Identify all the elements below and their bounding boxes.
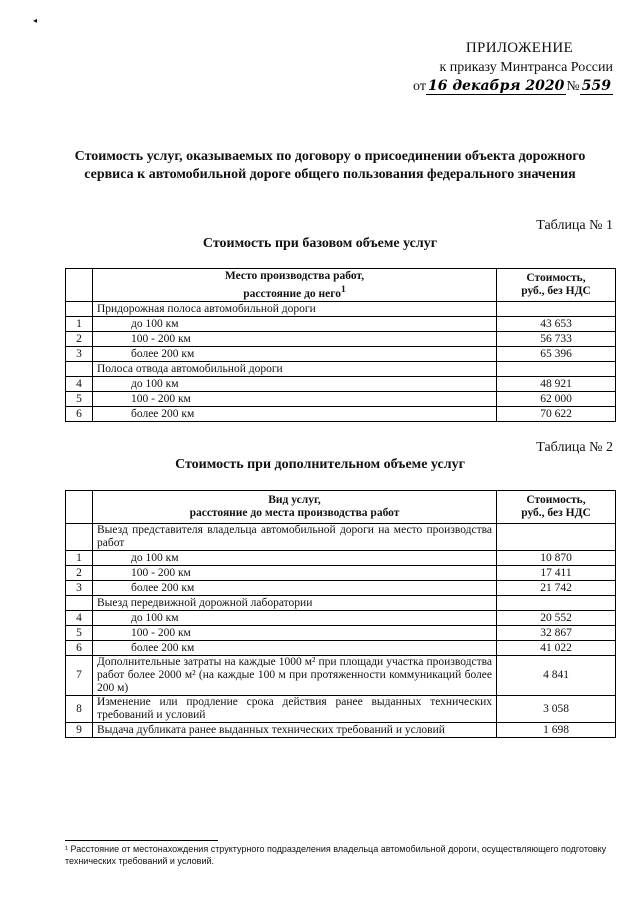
- table-additional-services: [65, 490, 616, 738]
- handwritten-date: 16 декабря 2020: [427, 78, 565, 94]
- table-row: 5 100 - 200 км 32 867: [66, 626, 616, 641]
- number-header: [66, 269, 93, 302]
- table-row: 1 до 100 км 10 870: [66, 551, 616, 566]
- table-header-row: [66, 269, 616, 302]
- table-row: 7 Дополнительные затраты на каждые 1000 м² при площади участка производства работ более 2000 м² (на каждые 100 м при протяженности коммуникаций более 200 м) 4 841: [66, 656, 616, 696]
- group-row: [66, 596, 616, 611]
- appendix-order-line: к приказу Минтранса России: [439, 60, 613, 75]
- table-row: 6 более 200 км 70 622: [66, 407, 616, 422]
- place-header: Место производства работ, расстояние до него$^1$: [93, 269, 497, 302]
- table-row: 9 Выдача дубликата ранее выданных технических требований и условий 1 698: [66, 723, 616, 738]
- table-row: 5 100 - 200 км 62 000: [66, 392, 616, 407]
- group-row: [66, 524, 616, 551]
- table-row: 6 более 200 км 41 022: [66, 641, 616, 656]
- document-title: Стоимость услуг, оказываемых по договору о присоединении объекта дорожного сервиса к автомобильной дороге общего пользования федерального значения: [74, 149, 586, 182]
- table-row: 8 Изменение или продление срока действия ранее выданных технических требований и условий 3 058: [66, 696, 616, 723]
- table-row: 1 до 100 км 43 653: [66, 317, 616, 332]
- service-header: Вид услуг, расстояние до места производства работ: [93, 491, 497, 524]
- cost-header: Стоимость, руб., без НДС: [497, 491, 616, 524]
- group-label: Полоса отвода автомобильной дороги: [93, 362, 497, 377]
- footnote-ref: 1: [340, 283, 346, 295]
- number-header: [66, 491, 93, 524]
- footnote: ¹ Расстояние от местонахождения структурного подразделения владельца автомобильной дороги, осуществляющего подготовку технических требований и условий.: [65, 844, 607, 866]
- table-row: 4 до 100 км 20 552: [66, 611, 616, 626]
- footnote-divider: [65, 840, 218, 841]
- group-label: Выезд передвижной дорожной лаборатории: [93, 596, 497, 611]
- table-row: 3 более 200 км 65 396: [66, 347, 616, 362]
- table-base-services: [65, 268, 616, 422]
- appendix-title: ПРИЛОЖЕНИЕ: [465, 40, 573, 56]
- table-row: 2 100 - 200 км 17 411: [66, 566, 616, 581]
- table-header-row: [66, 491, 616, 524]
- group-label: Придорожная полоса автомобильной дороги: [93, 302, 497, 317]
- table-row: 2 100 - 200 км 56 733: [66, 332, 616, 347]
- table2-label: Таблица № 2: [536, 440, 613, 455]
- table2-title: Стоимость при дополнительном объеме услуг: [175, 457, 465, 472]
- table1-label: Таблица № 1: [536, 218, 613, 233]
- table-row: 4 до 100 км 48 921: [66, 377, 616, 392]
- corner-mark: ◂: [33, 16, 38, 25]
- table-row: 3 более 200 км 21 742: [66, 581, 616, 596]
- table1-title: Стоимость при базовом объеме услуг: [202, 236, 438, 251]
- handwritten-number: 559: [581, 78, 611, 94]
- group-row: [66, 302, 616, 317]
- group-label: Выезд представителя владельца автомобильной дороги на место производства работ: [93, 524, 497, 551]
- group-row: [66, 362, 616, 377]
- number-sign: №: [566, 79, 580, 94]
- appendix-date-line: [413, 78, 613, 95]
- date-prefix: от: [413, 79, 426, 94]
- cost-header: Стоимость, руб., без НДС: [497, 269, 616, 302]
